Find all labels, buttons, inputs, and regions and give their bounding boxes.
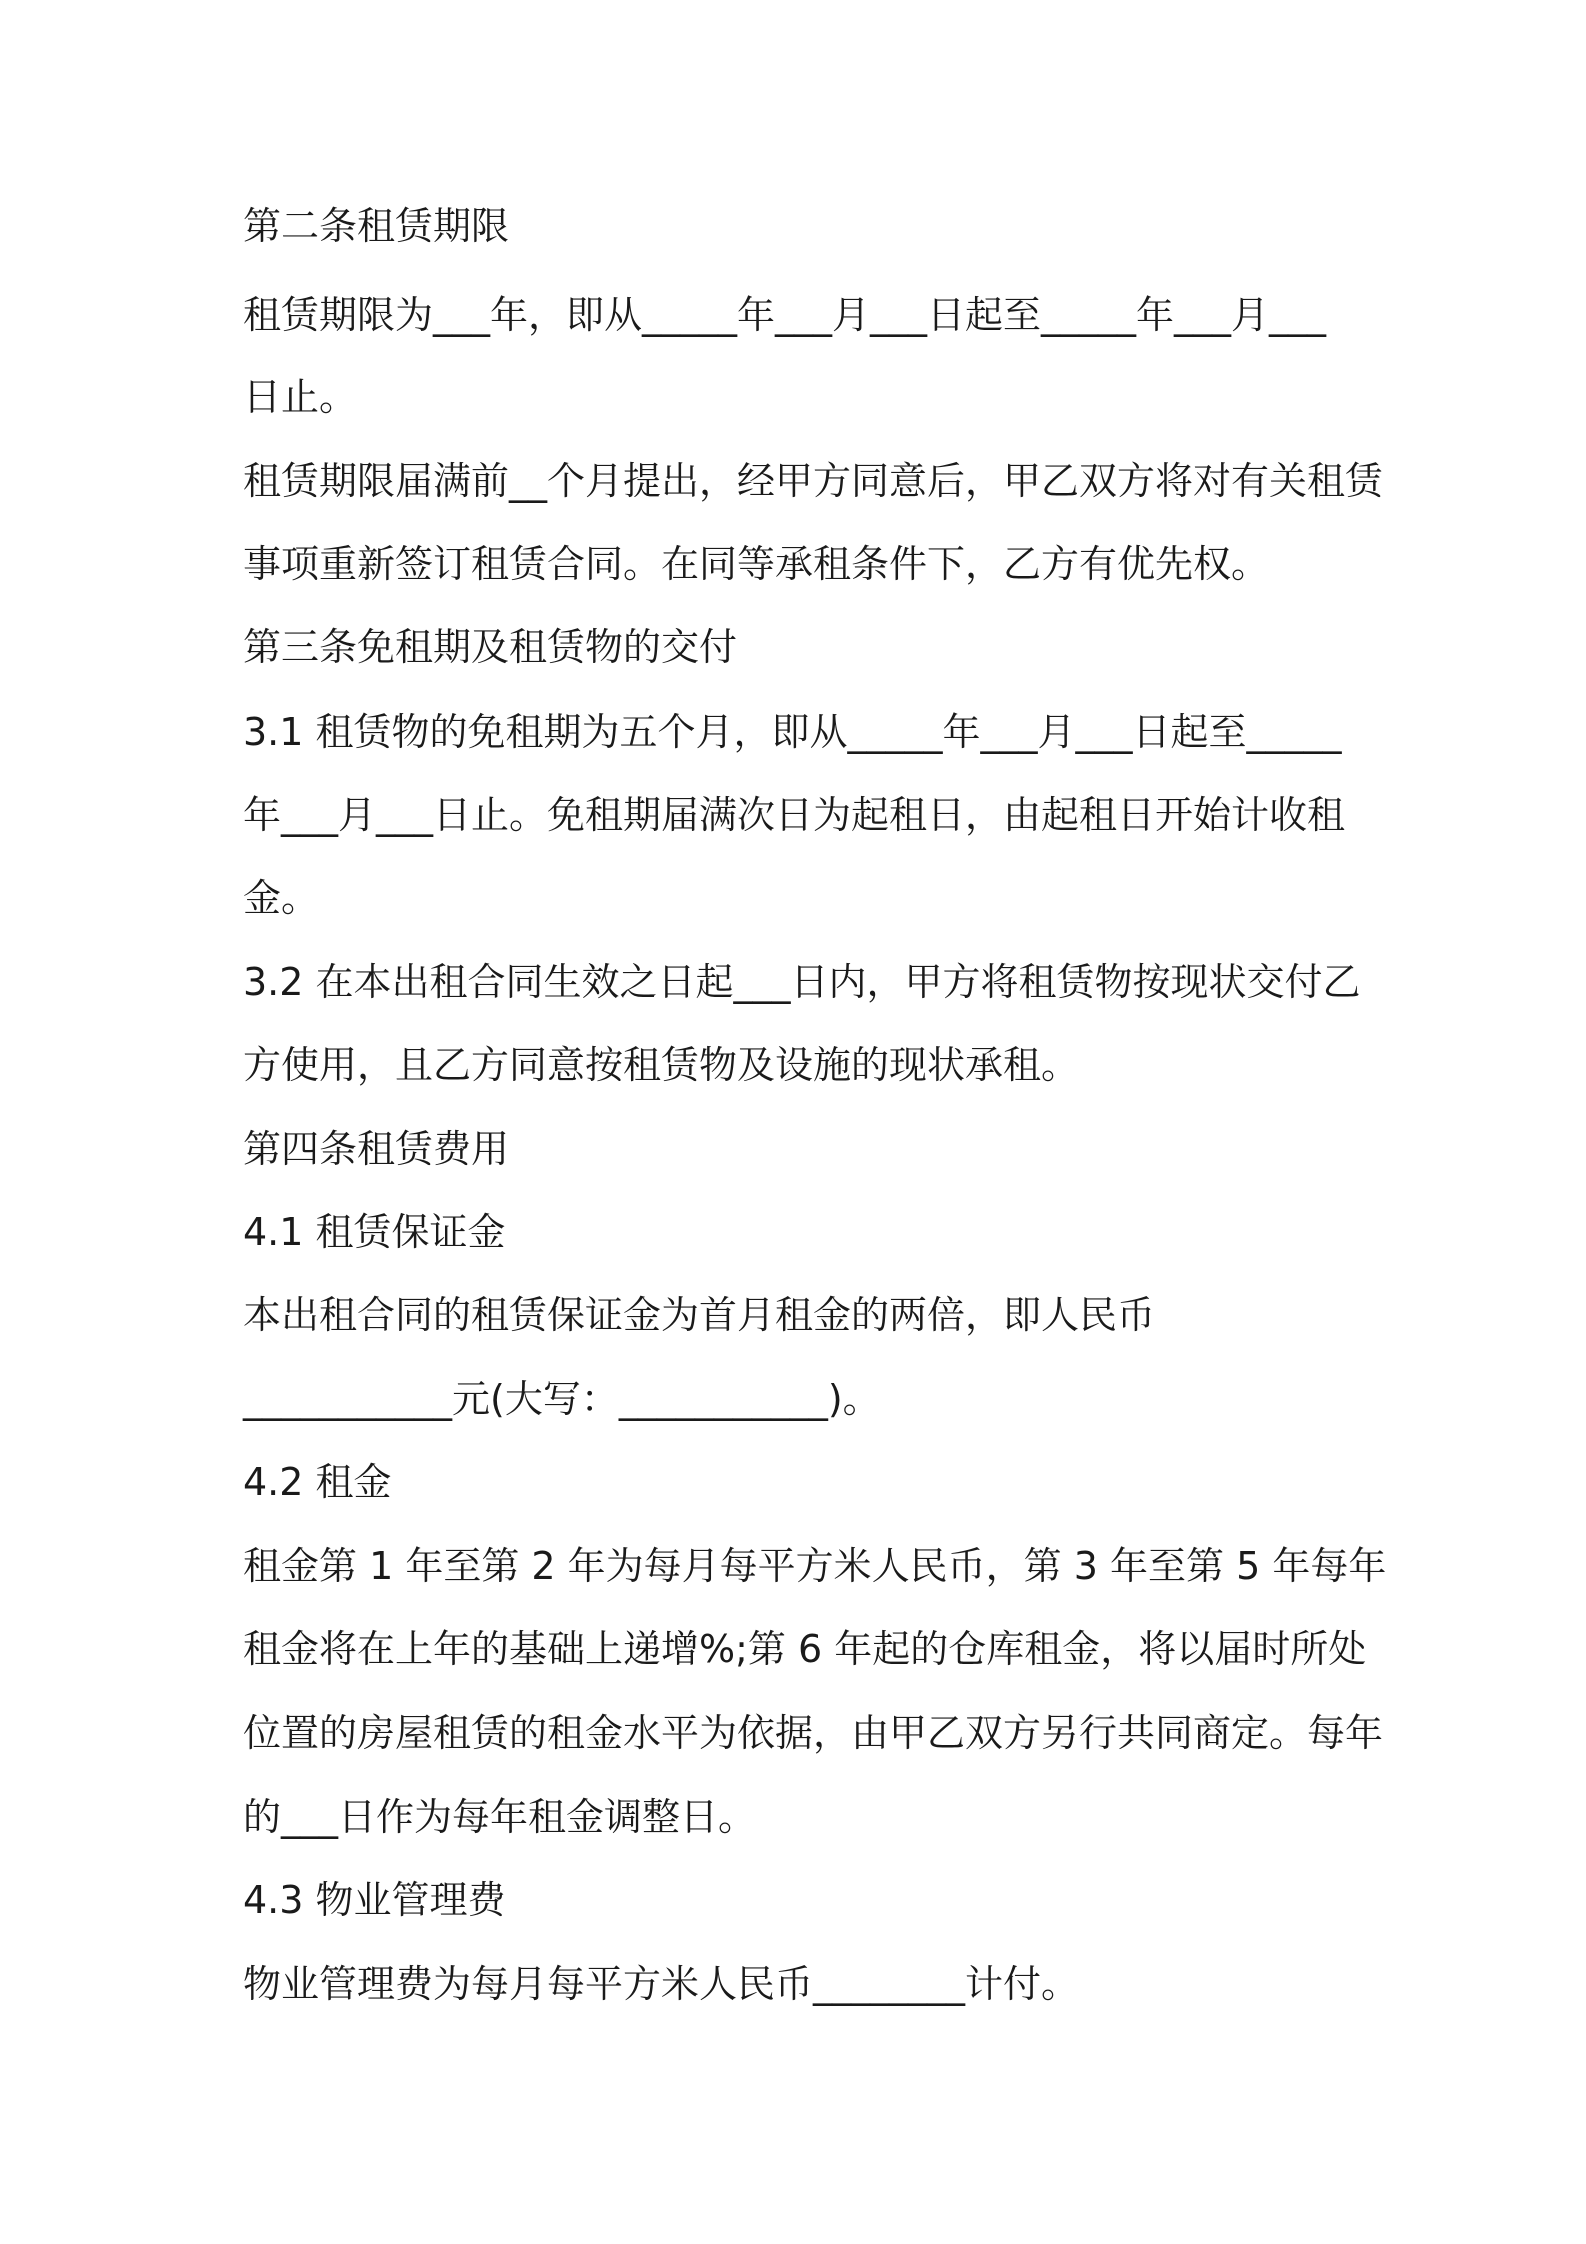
subheading-4-3: 4.3 物业管理费 [243, 1878, 506, 1922]
paragraph-line: 日止。 [243, 375, 358, 419]
paragraph-line: 租赁期限届满前__个月提出，经甲方同意后，甲乙双方将对有关租赁 [243, 459, 1384, 503]
paragraph-line: 事项重新签订租赁合同。在同等承租条件下，乙方有优先权。 [243, 542, 1270, 586]
paragraph-line: 金。 [243, 876, 320, 920]
paragraph-line: 的___日作为每年租金调整日。 [243, 1795, 757, 1839]
paragraph-line: ___________元(大写：___________)。 [243, 1377, 881, 1421]
paragraph-line: 3.1 租赁物的免租期为五个月，即从_____年___月___日起至_____ [243, 710, 1342, 754]
subheading-4-2: 4.2 租金 [243, 1460, 392, 1504]
paragraph-line: 位置的房屋租赁的租金水平为依据，由甲乙双方另行共同商定。每年 [243, 1711, 1384, 1755]
paragraph-line: 方使用，且乙方同意按租赁物及设施的现状承租。 [243, 1043, 1080, 1087]
paragraph-line: 年___月___日止。免租期届满次日为起租日，由起租日开始计收租 [243, 793, 1346, 837]
paragraph-line: 3.2 在本出租合同生效之日起___日内，甲方将租赁物按现状交付乙 [243, 960, 1361, 1004]
paragraph-line: 租金第 1 年至第 2 年为每月每平方米人民币，第 3 年至第 5 年每年 [243, 1544, 1387, 1588]
paragraph-line: 本出租合同的租赁保证金为首月租金的两倍，即人民币 [243, 1293, 1156, 1337]
subheading-4-1: 4.1 租赁保证金 [243, 1210, 506, 1254]
heading-article-2: 第二条租赁期限 [243, 204, 510, 248]
paragraph-line: 物业管理费为每月每平方米人民币________计付。 [243, 1962, 1080, 2006]
heading-article-3: 第三条免租期及租赁物的交付 [243, 625, 738, 669]
paragraph-line: 租金将在上年的基础上递增%;第 6 年起的仓库租金，将以届时所处 [243, 1627, 1367, 1671]
heading-article-4: 第四条租赁费用 [243, 1127, 510, 1171]
paragraph-line: 租赁期限为___年，即从_____年___月___日起至_____年___月___ [243, 293, 1327, 337]
